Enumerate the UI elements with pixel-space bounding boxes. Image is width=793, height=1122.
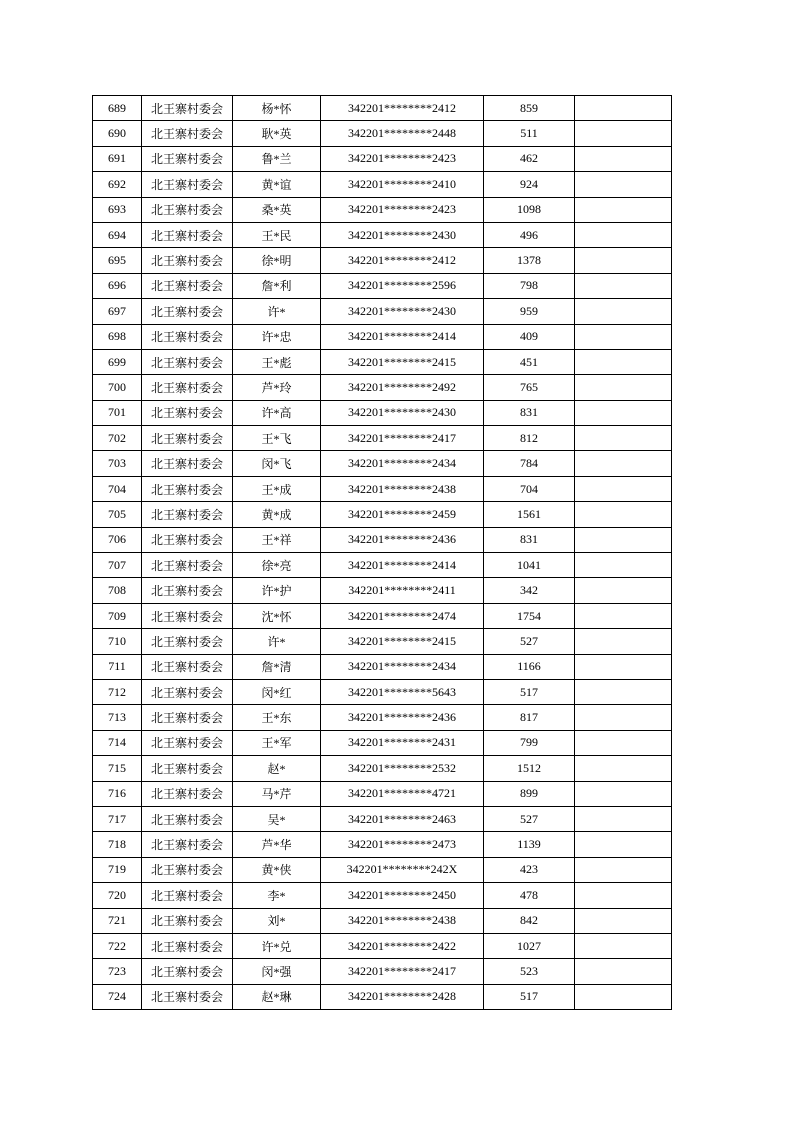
- cell-seq: 694: [93, 222, 142, 247]
- cell-amount: 451: [484, 349, 575, 374]
- cell-name: 王*成: [233, 476, 321, 501]
- cell-name: 黄*谊: [233, 172, 321, 197]
- cell-blank: [575, 578, 672, 603]
- cell-village: 北王寨村委会: [142, 959, 233, 984]
- cell-name: 闵*强: [233, 959, 321, 984]
- cell-id: 342201********2438: [321, 908, 484, 933]
- cell-id: 342201********2414: [321, 553, 484, 578]
- cell-id: 342201********2596: [321, 273, 484, 298]
- cell-village: 北王寨村委会: [142, 146, 233, 171]
- table-row: [93, 603, 672, 628]
- cell-amount: 496: [484, 222, 575, 247]
- cell-name: 许*: [233, 629, 321, 654]
- cell-name: 鲁*兰: [233, 146, 321, 171]
- cell-id: 342201********2417: [321, 426, 484, 451]
- cell-village: 北王寨村委会: [142, 299, 233, 324]
- cell-id: 342201********4721: [321, 781, 484, 806]
- cell-blank: [575, 857, 672, 882]
- cell-seq: 715: [93, 756, 142, 781]
- cell-amount: 527: [484, 806, 575, 831]
- cell-seq: 697: [93, 299, 142, 324]
- cell-village: 北王寨村委会: [142, 756, 233, 781]
- cell-id: 342201********2422: [321, 933, 484, 958]
- table-row: [93, 273, 672, 298]
- table-row: [93, 933, 672, 958]
- cell-village: 北王寨村委会: [142, 933, 233, 958]
- cell-seq: 693: [93, 197, 142, 222]
- table-row: [93, 349, 672, 374]
- cell-seq: 696: [93, 273, 142, 298]
- table-row: [93, 197, 672, 222]
- cell-id: 342201********2415: [321, 629, 484, 654]
- cell-seq: 711: [93, 654, 142, 679]
- cell-seq: 721: [93, 908, 142, 933]
- cell-name: 许*: [233, 299, 321, 324]
- cell-village: 北王寨村委会: [142, 730, 233, 755]
- table-row: [93, 806, 672, 831]
- cell-village: 北王寨村委会: [142, 578, 233, 603]
- cell-amount: 423: [484, 857, 575, 882]
- cell-amount: 765: [484, 375, 575, 400]
- cell-amount: 831: [484, 527, 575, 552]
- cell-seq: 709: [93, 603, 142, 628]
- cell-village: 北王寨村委会: [142, 502, 233, 527]
- cell-village: 北王寨村委会: [142, 603, 233, 628]
- cell-id: 342201********5643: [321, 679, 484, 704]
- cell-village: 北王寨村委会: [142, 832, 233, 857]
- cell-amount: 462: [484, 146, 575, 171]
- cell-amount: 478: [484, 883, 575, 908]
- table-row: [93, 705, 672, 730]
- cell-blank: [575, 629, 672, 654]
- cell-name: 赵*琳: [233, 984, 321, 1009]
- cell-seq: 724: [93, 984, 142, 1009]
- cell-id: 342201********2430: [321, 222, 484, 247]
- cell-amount: 527: [484, 629, 575, 654]
- cell-blank: [575, 603, 672, 628]
- cell-id: 342201********2532: [321, 756, 484, 781]
- cell-blank: [575, 324, 672, 349]
- cell-seq: 722: [93, 933, 142, 958]
- cell-seq: 692: [93, 172, 142, 197]
- cell-name: 芦*华: [233, 832, 321, 857]
- cell-name: 赵*: [233, 756, 321, 781]
- cell-amount: 1027: [484, 933, 575, 958]
- table-row: [93, 984, 672, 1009]
- cell-name: 王*彪: [233, 349, 321, 374]
- cell-village: 北王寨村委会: [142, 96, 233, 121]
- cell-seq: 691: [93, 146, 142, 171]
- cell-amount: 812: [484, 426, 575, 451]
- cell-blank: [575, 781, 672, 806]
- cell-id: 342201********2436: [321, 705, 484, 730]
- cell-id: 342201********2417: [321, 959, 484, 984]
- cell-seq: 704: [93, 476, 142, 501]
- cell-village: 北王寨村委会: [142, 476, 233, 501]
- table-row: [93, 146, 672, 171]
- cell-village: 北王寨村委会: [142, 324, 233, 349]
- cell-name: 李*: [233, 883, 321, 908]
- cell-amount: 799: [484, 730, 575, 755]
- cell-blank: [575, 553, 672, 578]
- cell-village: 北王寨村委会: [142, 984, 233, 1009]
- cell-name: 吴*: [233, 806, 321, 831]
- cell-village: 北王寨村委会: [142, 172, 233, 197]
- table-row: [93, 527, 672, 552]
- table-row: [93, 299, 672, 324]
- cell-amount: 409: [484, 324, 575, 349]
- cell-name: 徐*明: [233, 248, 321, 273]
- cell-id: 342201********2473: [321, 832, 484, 857]
- cell-village: 北王寨村委会: [142, 883, 233, 908]
- cell-village: 北王寨村委会: [142, 273, 233, 298]
- cell-name: 闵*红: [233, 679, 321, 704]
- cell-id: 342201********2434: [321, 451, 484, 476]
- cell-amount: 1378: [484, 248, 575, 273]
- table-row: [93, 375, 672, 400]
- cell-amount: 517: [484, 984, 575, 1009]
- cell-amount: 704: [484, 476, 575, 501]
- cell-name: 马*芹: [233, 781, 321, 806]
- cell-seq: 701: [93, 400, 142, 425]
- cell-blank: [575, 273, 672, 298]
- cell-name: 王*飞: [233, 426, 321, 451]
- cell-seq: 698: [93, 324, 142, 349]
- cell-blank: [575, 476, 672, 501]
- table-row: [93, 781, 672, 806]
- cell-village: 北王寨村委会: [142, 426, 233, 451]
- cell-id: 342201********2463: [321, 806, 484, 831]
- table-row: [93, 629, 672, 654]
- table-row: [93, 426, 672, 451]
- cell-village: 北王寨村委会: [142, 654, 233, 679]
- cell-name: 许*高: [233, 400, 321, 425]
- cell-blank: [575, 730, 672, 755]
- table-row: [93, 476, 672, 501]
- cell-village: 北王寨村委会: [142, 451, 233, 476]
- cell-amount: 1166: [484, 654, 575, 679]
- cell-blank: [575, 349, 672, 374]
- cell-id: 342201********2492: [321, 375, 484, 400]
- cell-amount: 511: [484, 121, 575, 146]
- cell-amount: 798: [484, 273, 575, 298]
- table-row: [93, 121, 672, 146]
- cell-blank: [575, 883, 672, 908]
- table-row: [93, 883, 672, 908]
- cell-village: 北王寨村委会: [142, 197, 233, 222]
- cell-id: 342201********2431: [321, 730, 484, 755]
- cell-seq: 699: [93, 349, 142, 374]
- cell-blank: [575, 121, 672, 146]
- cell-amount: 1754: [484, 603, 575, 628]
- cell-amount: 959: [484, 299, 575, 324]
- cell-id: 342201********2450: [321, 883, 484, 908]
- cell-seq: 716: [93, 781, 142, 806]
- cell-blank: [575, 451, 672, 476]
- cell-blank: [575, 984, 672, 1009]
- cell-blank: [575, 705, 672, 730]
- cell-seq: 718: [93, 832, 142, 857]
- cell-village: 北王寨村委会: [142, 679, 233, 704]
- cell-amount: 342: [484, 578, 575, 603]
- cell-amount: 859: [484, 96, 575, 121]
- cell-seq: 713: [93, 705, 142, 730]
- cell-id: 342201********2448: [321, 121, 484, 146]
- table-row: [93, 553, 672, 578]
- cell-name: 许*护: [233, 578, 321, 603]
- cell-amount: 784: [484, 451, 575, 476]
- table-row: [93, 959, 672, 984]
- cell-id: 342201********2430: [321, 299, 484, 324]
- table-row: [93, 222, 672, 247]
- cell-amount: 899: [484, 781, 575, 806]
- cell-name: 许*兑: [233, 933, 321, 958]
- cell-village: 北王寨村委会: [142, 121, 233, 146]
- cell-blank: [575, 146, 672, 171]
- cell-amount: 924: [484, 172, 575, 197]
- cell-village: 北王寨村委会: [142, 781, 233, 806]
- cell-id: 342201********2436: [321, 527, 484, 552]
- cell-name: 詹*清: [233, 654, 321, 679]
- data-table: [92, 95, 672, 1010]
- cell-seq: 720: [93, 883, 142, 908]
- cell-id: 342201********2434: [321, 654, 484, 679]
- cell-name: 许*忠: [233, 324, 321, 349]
- cell-amount: 1041: [484, 553, 575, 578]
- cell-seq: 717: [93, 806, 142, 831]
- cell-amount: 817: [484, 705, 575, 730]
- cell-name: 沈*怀: [233, 603, 321, 628]
- table-row: [93, 654, 672, 679]
- cell-id: 342201********2430: [321, 400, 484, 425]
- cell-blank: [575, 933, 672, 958]
- cell-village: 北王寨村委会: [142, 349, 233, 374]
- cell-amount: 831: [484, 400, 575, 425]
- cell-blank: [575, 172, 672, 197]
- cell-seq: 703: [93, 451, 142, 476]
- cell-name: 王*东: [233, 705, 321, 730]
- cell-village: 北王寨村委会: [142, 705, 233, 730]
- cell-blank: [575, 248, 672, 273]
- table-row: [93, 832, 672, 857]
- table-row: [93, 679, 672, 704]
- cell-blank: [575, 426, 672, 451]
- cell-name: 黄*成: [233, 502, 321, 527]
- cell-amount: 1512: [484, 756, 575, 781]
- table-row: [93, 730, 672, 755]
- cell-id: 342201********2411: [321, 578, 484, 603]
- table-row: [93, 756, 672, 781]
- cell-name: 刘*: [233, 908, 321, 933]
- cell-blank: [575, 908, 672, 933]
- cell-id: 342201********2423: [321, 146, 484, 171]
- cell-village: 北王寨村委会: [142, 375, 233, 400]
- cell-seq: 714: [93, 730, 142, 755]
- cell-seq: 712: [93, 679, 142, 704]
- cell-id: 342201********2414: [321, 324, 484, 349]
- cell-name: 王*祥: [233, 527, 321, 552]
- cell-blank: [575, 222, 672, 247]
- cell-name: 桑*英: [233, 197, 321, 222]
- cell-village: 北王寨村委会: [142, 222, 233, 247]
- cell-amount: 1561: [484, 502, 575, 527]
- cell-amount: 1139: [484, 832, 575, 857]
- cell-seq: 689: [93, 96, 142, 121]
- table-row: [93, 451, 672, 476]
- cell-seq: 705: [93, 502, 142, 527]
- cell-name: 闵*飞: [233, 451, 321, 476]
- cell-amount: 523: [484, 959, 575, 984]
- cell-id: 342201********2474: [321, 603, 484, 628]
- cell-village: 北王寨村委会: [142, 400, 233, 425]
- cell-village: 北王寨村委会: [142, 527, 233, 552]
- cell-blank: [575, 502, 672, 527]
- cell-id: 342201********2459: [321, 502, 484, 527]
- cell-blank: [575, 959, 672, 984]
- cell-blank: [575, 527, 672, 552]
- cell-id: 342201********2412: [321, 96, 484, 121]
- cell-village: 北王寨村委会: [142, 857, 233, 882]
- cell-id: 342201********2438: [321, 476, 484, 501]
- table-row: [93, 248, 672, 273]
- cell-seq: 690: [93, 121, 142, 146]
- cell-id: 342201********2410: [321, 172, 484, 197]
- cell-id: 342201********2412: [321, 248, 484, 273]
- cell-village: 北王寨村委会: [142, 629, 233, 654]
- cell-name: 芦*玲: [233, 375, 321, 400]
- cell-village: 北王寨村委会: [142, 553, 233, 578]
- cell-seq: 723: [93, 959, 142, 984]
- cell-village: 北王寨村委会: [142, 908, 233, 933]
- table-row: [93, 578, 672, 603]
- cell-name: 王*民: [233, 222, 321, 247]
- cell-id: 342201********242X: [321, 857, 484, 882]
- cell-seq: 706: [93, 527, 142, 552]
- cell-name: 黄*侠: [233, 857, 321, 882]
- table-row: [93, 502, 672, 527]
- cell-blank: [575, 654, 672, 679]
- cell-blank: [575, 756, 672, 781]
- cell-amount: 842: [484, 908, 575, 933]
- cell-seq: 702: [93, 426, 142, 451]
- table-row: [93, 400, 672, 425]
- cell-seq: 700: [93, 375, 142, 400]
- table-row: [93, 908, 672, 933]
- cell-amount: 517: [484, 679, 575, 704]
- cell-id: 342201********2423: [321, 197, 484, 222]
- cell-blank: [575, 400, 672, 425]
- table-row: [93, 96, 672, 121]
- cell-seq: 708: [93, 578, 142, 603]
- cell-village: 北王寨村委会: [142, 806, 233, 831]
- cell-name: 詹*利: [233, 273, 321, 298]
- cell-name: 徐*亮: [233, 553, 321, 578]
- cell-id: 342201********2428: [321, 984, 484, 1009]
- cell-village: 北王寨村委会: [142, 248, 233, 273]
- cell-blank: [575, 96, 672, 121]
- table-row: [93, 857, 672, 882]
- cell-id: 342201********2415: [321, 349, 484, 374]
- cell-name: 耿*英: [233, 121, 321, 146]
- cell-seq: 719: [93, 857, 142, 882]
- cell-blank: [575, 197, 672, 222]
- cell-seq: 707: [93, 553, 142, 578]
- table-row: [93, 324, 672, 349]
- cell-blank: [575, 375, 672, 400]
- table-row: [93, 172, 672, 197]
- cell-name: 杨*怀: [233, 96, 321, 121]
- cell-seq: 710: [93, 629, 142, 654]
- cell-blank: [575, 679, 672, 704]
- cell-name: 王*军: [233, 730, 321, 755]
- cell-blank: [575, 299, 672, 324]
- cell-blank: [575, 806, 672, 831]
- cell-blank: [575, 832, 672, 857]
- cell-seq: 695: [93, 248, 142, 273]
- cell-amount: 1098: [484, 197, 575, 222]
